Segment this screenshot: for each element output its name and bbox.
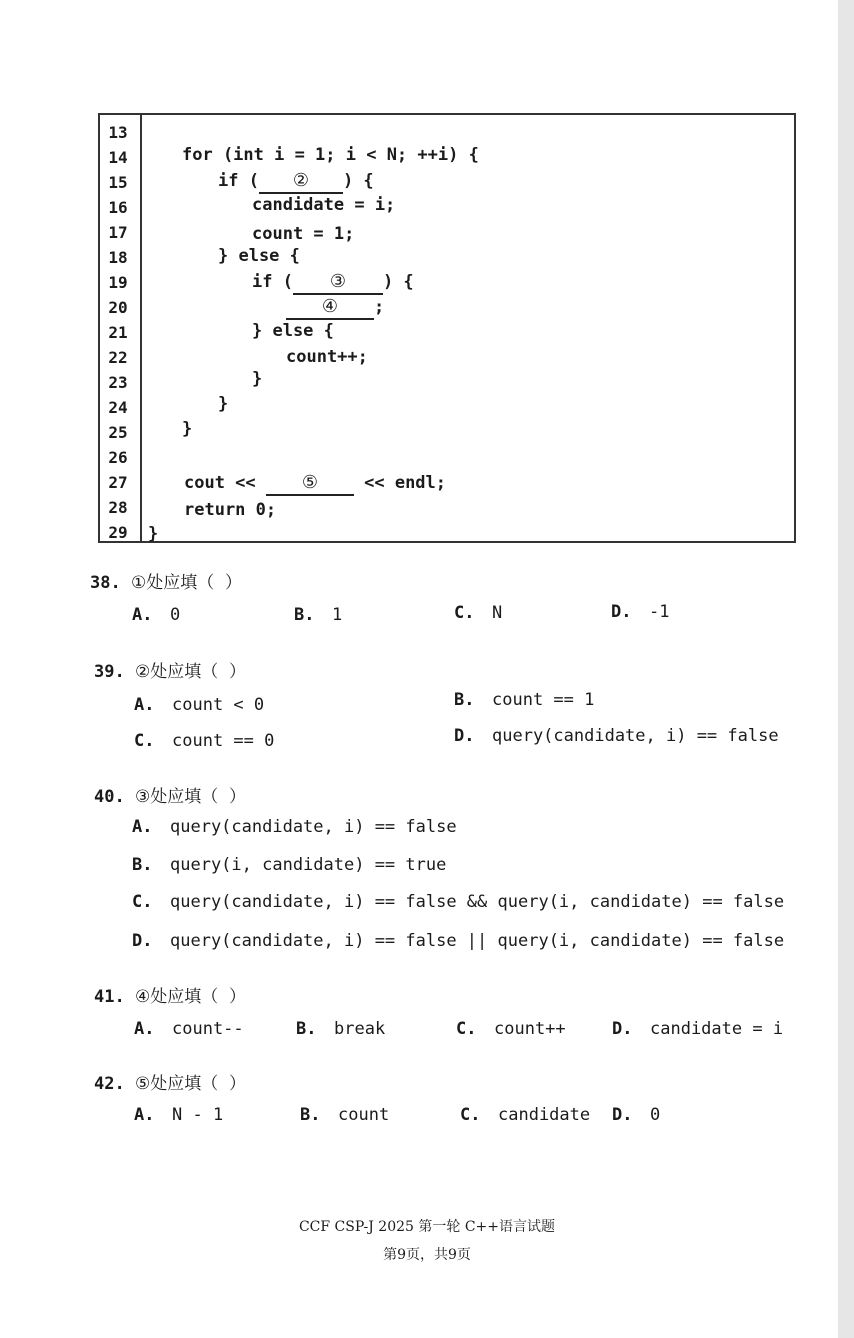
question-number: 41. [94, 987, 125, 1007]
question-39 [94, 657, 246, 682]
line-number: 22 [108, 348, 128, 367]
option-text: 1 [332, 605, 343, 625]
question-42 [94, 1069, 246, 1094]
code-text: cout << [184, 473, 266, 493]
option-38-c[interactable] [454, 603, 502, 623]
option-letter: D. [611, 602, 632, 622]
option-39-d[interactable] [454, 726, 779, 746]
code-line: } else { [218, 246, 300, 266]
line-number: 23 [108, 373, 128, 392]
line-number: 29 [108, 523, 128, 542]
code-text: if ( [218, 171, 259, 191]
question-title: ④处应填（ ） [134, 987, 247, 1007]
line-number: 25 [108, 423, 128, 442]
option-letter: D. [132, 931, 153, 951]
line-number: 18 [108, 248, 128, 267]
option-text: candidate [498, 1105, 591, 1125]
fill-blank-3: ③ [293, 271, 383, 295]
code-line: } [218, 394, 229, 414]
option-letter: C. [460, 1105, 481, 1125]
line-number: 13 [108, 123, 128, 142]
option-41-b[interactable] [296, 1019, 385, 1039]
option-letter: A. [134, 695, 155, 715]
option-text: query(candidate, i) == false [492, 726, 779, 746]
option-letter: B. [132, 855, 153, 875]
fill-blank-2: ② [259, 170, 343, 194]
question-title: ⑤处应填（ ） [134, 1074, 247, 1094]
option-39-a[interactable] [134, 695, 264, 715]
line-number: 17 [108, 223, 128, 242]
question-number: 39. [94, 662, 125, 682]
option-text: count [338, 1105, 390, 1125]
option-text: 0 [650, 1105, 661, 1125]
code-text: ) { [342, 171, 374, 191]
code-line: candidate = i; [252, 195, 396, 215]
option-text: query(candidate, i) == false [170, 817, 457, 837]
option-letter: B. [454, 690, 475, 710]
option-40-a[interactable] [132, 817, 457, 837]
code-line: for (int i = 1; i < N; ++i) { [182, 145, 479, 165]
option-text: -1 [649, 602, 670, 622]
option-letter: C. [134, 731, 155, 751]
option-text: candidate = i [650, 1019, 784, 1039]
option-41-a[interactable] [134, 1019, 244, 1039]
fill-blank-4: ④ [286, 296, 374, 320]
option-40-d[interactable] [132, 931, 784, 951]
question-title: ①处应填（ ） [130, 573, 243, 593]
option-text: N - 1 [172, 1105, 224, 1125]
page-edge [838, 0, 854, 1338]
code-line: } [252, 369, 263, 389]
question-number: 40. [94, 787, 125, 807]
line-number: 24 [108, 398, 128, 417]
line-number: 28 [108, 498, 128, 517]
code-line [218, 170, 374, 194]
option-letter: D. [454, 726, 475, 746]
question-title: ③处应填（ ） [134, 787, 247, 807]
option-39-b[interactable] [454, 690, 594, 710]
option-42-a[interactable] [134, 1105, 223, 1125]
question-number: 42. [94, 1074, 125, 1094]
option-text: 0 [170, 605, 181, 625]
option-42-d[interactable] [612, 1105, 660, 1125]
option-letter: A. [132, 817, 153, 837]
code-line [252, 271, 414, 295]
code-line: count = 1; [252, 224, 355, 244]
code-line [184, 472, 446, 496]
option-letter: C. [132, 892, 153, 912]
code-text: << endl; [353, 473, 447, 493]
option-text: query(i, candidate) == true [170, 855, 447, 875]
option-letter: B. [300, 1105, 321, 1125]
code-text: ; [374, 297, 385, 317]
option-letter: B. [296, 1019, 317, 1039]
line-number: 15 [108, 173, 128, 192]
code-line: count++; [286, 347, 368, 367]
option-text: break [334, 1019, 386, 1039]
code-text: ) { [382, 272, 414, 292]
question-title: ②处应填（ ） [134, 662, 247, 682]
code-line [286, 296, 384, 320]
question-40 [94, 782, 246, 807]
option-letter: B. [294, 605, 315, 625]
option-letter: A. [132, 605, 153, 625]
question-41 [94, 982, 246, 1007]
option-40-b[interactable] [132, 855, 446, 875]
option-text: query(candidate, i) == false || query(i, candidate) == false [170, 931, 785, 951]
option-text: count == 0 [172, 731, 275, 751]
code-line: } [148, 524, 159, 544]
code-line: } else { [252, 321, 334, 341]
option-40-c[interactable] [132, 892, 784, 912]
option-41-d[interactable] [612, 1019, 783, 1039]
option-letter: C. [454, 603, 475, 623]
footer-page-number: 第9页，共9页 [383, 1247, 471, 1263]
option-text: query(candidate, i) == false && query(i, candidate) == false [170, 892, 785, 912]
line-number-gutter [100, 115, 142, 541]
option-letter: A. [134, 1019, 155, 1039]
option-text: count-- [172, 1019, 244, 1039]
option-text: count++ [494, 1019, 566, 1039]
option-text: count < 0 [172, 695, 265, 715]
line-number: 19 [108, 273, 128, 292]
line-number: 16 [108, 198, 128, 217]
line-number: 21 [108, 323, 128, 342]
code-text: if ( [252, 272, 293, 292]
option-38-a[interactable] [132, 605, 180, 625]
question-number: 38. [90, 573, 121, 593]
option-42-c[interactable] [460, 1105, 590, 1125]
option-letter: C. [456, 1019, 477, 1039]
option-38-b[interactable] [294, 605, 342, 625]
line-number: 27 [108, 473, 128, 492]
option-41-c[interactable] [456, 1019, 566, 1039]
option-38-d[interactable] [611, 602, 669, 622]
option-letter: D. [612, 1019, 633, 1039]
option-text: count == 1 [492, 690, 595, 710]
option-42-b[interactable] [300, 1105, 389, 1125]
option-39-c[interactable] [134, 731, 274, 751]
option-letter: A. [134, 1105, 155, 1125]
footer-title: CCF CSP-J 2025 第一轮 C++语言试题 [298, 1219, 556, 1235]
code-listing [98, 113, 796, 543]
line-number: 14 [108, 148, 128, 167]
code-line: } [182, 419, 193, 439]
fill-blank-5: ⑤ [266, 472, 354, 496]
line-number: 26 [108, 448, 128, 467]
code-line: return 0; [184, 500, 277, 520]
option-text: N [492, 603, 503, 623]
option-letter: D. [612, 1105, 633, 1125]
question-38 [90, 568, 242, 593]
line-number: 20 [108, 298, 128, 317]
